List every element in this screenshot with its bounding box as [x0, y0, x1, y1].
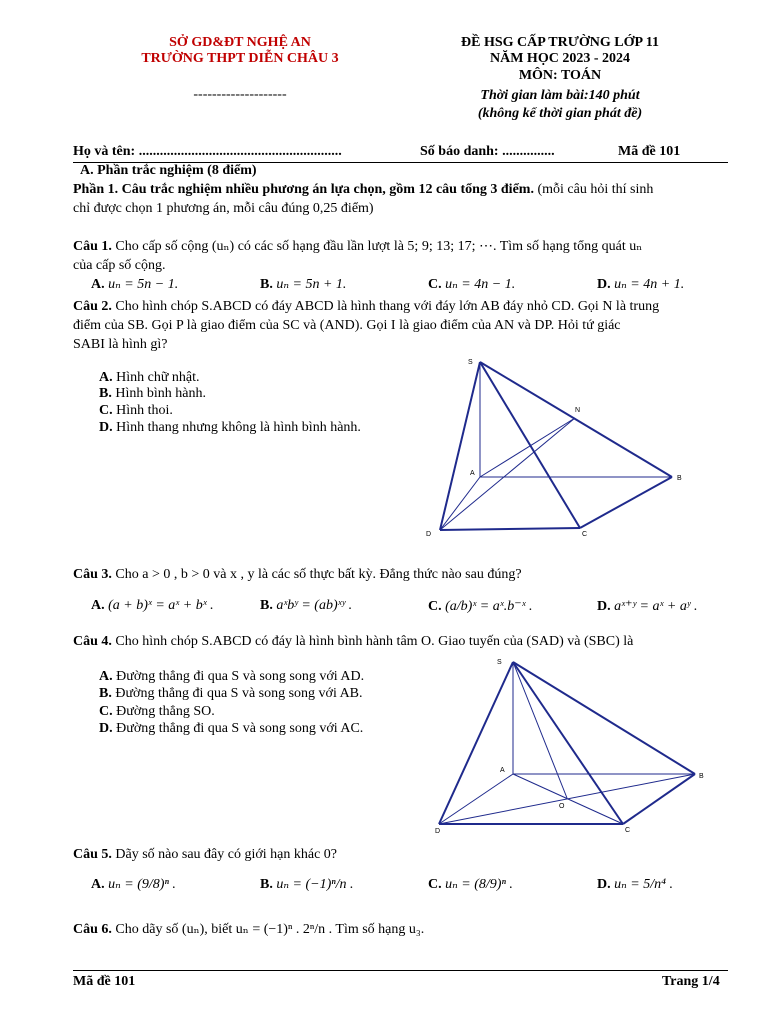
footer-page-number: Trang 1/4	[662, 974, 720, 989]
pyramid-figure-2	[425, 652, 715, 837]
part1-bold: Phần 1. Câu trắc nghiệm nhiều phương án lựa chọn, gồm 12 câu tổng 3 điểm.	[73, 182, 534, 197]
fig2-label-s: S	[497, 659, 502, 666]
q4-option-d: D. Đường thẳng đi qua S và song song với AC.	[99, 721, 364, 736]
question-5	[73, 845, 733, 864]
q5-option-b: B. uₙ = (−1)ⁿ/n .	[260, 877, 354, 892]
fig1-label-a: A	[470, 470, 475, 477]
pyramid-figure-1	[420, 350, 700, 545]
q5-option-a: A. uₙ = (9/8)ⁿ .	[91, 877, 176, 892]
exam-time-note: (không kể thời gian phát đề)	[477, 106, 643, 121]
q5-option-c: C. uₙ = (8/9)ⁿ .	[428, 877, 513, 892]
question-text-cont: SABI là hình gì?	[73, 337, 168, 352]
school-year: NĂM HỌC 2023 - 2024	[490, 51, 630, 66]
section-a-title: A. Phần trắc nghiệm (8 điểm)	[80, 163, 257, 178]
student-name-field: Họ và tên: ..........................................................	[73, 144, 342, 159]
fig1-label-s: S	[468, 359, 473, 366]
question-text: Cho hình chóp S.ABCD có đáy ABCD là hình thang với đáy lớn AB đáy nhỏ CD. Gọi N là trung	[111, 299, 660, 314]
question-text: Cho cấp số cộng (uₙ) có các số hạng đầu lần lượt là 5; 9; 13; 17; ⋯. Tìm số hạng tổng quát uₙ	[111, 239, 643, 254]
part1-rest: (mỗi câu hỏi thí sinh	[533, 182, 654, 197]
fig1-label-c: C	[582, 531, 588, 538]
question-1	[73, 237, 733, 275]
q5-option-d: D. uₙ = 5/n⁴ .	[597, 877, 674, 892]
q1-option-c: C. uₙ = 4n − 1.	[428, 277, 516, 292]
department-name: SỞ GD&ĐT NGHỆ AN	[169, 35, 311, 50]
fig1-label-d: D	[426, 531, 432, 538]
footer-exam-code: Mã đề 101	[73, 974, 136, 989]
q3-option-d: D. aˣ⁺ʸ = aˣ + aʸ .	[597, 599, 698, 614]
question-text: Dãy số nào sau đây có giới hạn khác 0?	[111, 847, 338, 862]
question-label: Câu 1.	[73, 239, 112, 254]
question-2	[73, 297, 733, 354]
footer-divider	[73, 970, 728, 971]
q2-option-c: C. Hình thoi.	[99, 403, 173, 418]
question-text: Cho dãy số (uₙ), biết uₙ = (−1)ⁿ . 2ⁿ/n . Tìm số hạng u₃.	[111, 922, 425, 937]
q4-option-a: A. Đường thẳng đi qua S và song song với AD.	[99, 669, 365, 684]
q3-option-a: A. (a + b)ˣ = aˣ + bˣ .	[91, 598, 214, 613]
fig2-label-o: O	[559, 803, 565, 810]
question-6	[73, 920, 733, 939]
school-name: TRƯỜNG THPT DIỄN CHÂU 3	[141, 51, 339, 66]
question-label: Câu 2.	[73, 299, 112, 314]
fig2-label-d: D	[435, 828, 441, 835]
question-4	[73, 632, 733, 651]
exam-code: Mã đề 101	[618, 144, 681, 159]
q2-option-d: D. Hình thang nhưng không là hình bình hành.	[99, 420, 361, 435]
fig2-label-b: B	[699, 773, 704, 780]
question-label: Câu 4.	[73, 634, 112, 649]
student-id-field: Số báo danh: ...............	[420, 144, 555, 159]
part1-heading	[73, 180, 733, 218]
q3-option-b: B. aˣbʸ = (ab)ˣʸ .	[260, 598, 353, 613]
q4-option-b: B. Đường thẳng đi qua S và song song với AB.	[99, 686, 363, 701]
fig1-label-n: N	[575, 407, 581, 414]
part1-line2: chỉ được chọn 1 phương án, mỗi câu đúng 0,25 điểm)	[73, 201, 374, 216]
question-label: Câu 3.	[73, 567, 112, 582]
subject: MÔN: TOÁN	[518, 68, 602, 83]
question-3	[73, 565, 733, 584]
question-text: Cho a > 0 , b > 0 và x , y là các số thực bất kỳ. Đẳng thức nào sau đúng?	[111, 567, 522, 582]
question-label: Câu 5.	[73, 847, 112, 862]
q3-option-c: C. (a/b)ˣ = aˣ.b⁻ˣ .	[428, 599, 533, 614]
q2-option-a: A. Hình chữ nhật.	[99, 370, 200, 385]
question-text-cont: của cấp số cộng.	[73, 258, 166, 273]
header-dashes: --------------------	[193, 87, 287, 102]
question-label: Câu 6.	[73, 922, 112, 937]
q4-option-c: C. Đường thẳng SO.	[99, 704, 215, 719]
question-text: Cho hình chóp S.ABCD có đáy là hình bình hành tâm O. Giao tuyến của (SAD) và (SBC) là	[111, 634, 634, 649]
q1-option-d: D. uₙ = 4n + 1.	[597, 277, 685, 292]
q2-option-b: B. Hình bình hành.	[99, 386, 206, 401]
q1-option-b: B. uₙ = 5n + 1.	[260, 277, 347, 292]
exam-title: ĐỀ HSG CẤP TRƯỜNG LỚP 11	[461, 35, 659, 50]
fig2-label-a: A	[500, 767, 505, 774]
fig2-label-c: C	[625, 827, 631, 834]
exam-time: Thời gian làm bài:140 phút	[480, 88, 640, 103]
fig1-label-b: B	[677, 475, 682, 482]
q1-option-a: A. uₙ = 5n − 1.	[91, 277, 179, 292]
question-text-cont: điểm của SB. Gọi P là giao điểm của SC và (AND). Gọi I là giao điểm của AN và DP. Hỏi tứ giác	[73, 318, 621, 333]
